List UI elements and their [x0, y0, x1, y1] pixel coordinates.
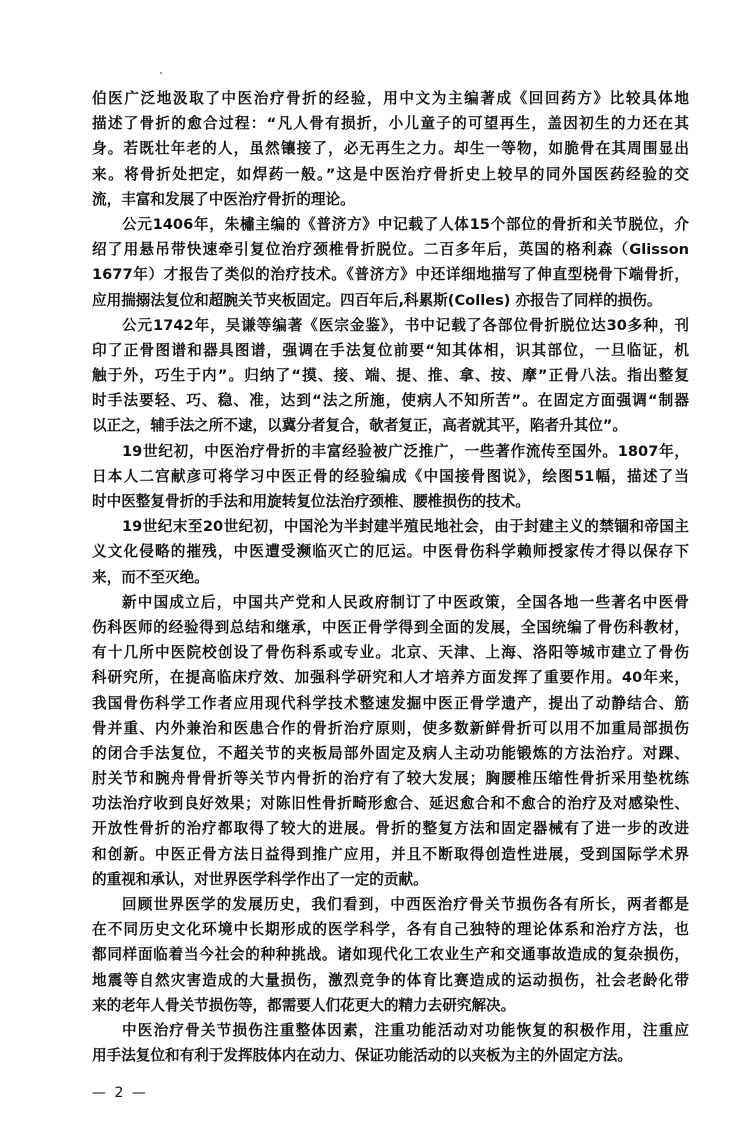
text-line: 科研究所，在提高临床疗效、加强科学研究和人才培养方面发挥了重要作用。40年来， [92, 669, 689, 687]
page-number: — 2 — [92, 1085, 148, 1101]
text-line: 公元1406年，朱橚主编的《普济方》中记载了人体15个部位的骨折和关节脱位，介 [122, 215, 689, 233]
text-line: 肘关节和腕舟骨骨折等关节内骨折的治疗有了较大发展；胸腰椎压缩性骨折采用垫枕练 [92, 770, 689, 788]
text-line: 19世纪初，中医治疗骨折的丰富经验被广泛推广，一些著作流传至国外。1807年， [122, 442, 689, 460]
text-line: 触于外，巧生于内”。归纳了“摸、接、端、提、推、拿、按、摩”正骨八法。指出整复 [92, 367, 689, 385]
paragraph [92, 892, 689, 1018]
paragraph [92, 439, 689, 515]
text-line: 中医治疗骨关节损伤注重整体因素，注重功能活动对功能恢复的积极作用，注重应 [122, 1021, 689, 1039]
text-line: 新中国成立后，中国共产党和人民政府制订了中医政策，全国各地一些著名中医骨 [122, 593, 689, 611]
text-line: 印了正骨图谱和器具图谱，强调在手法复位前要“知其体相，识其部位，一旦临证，机 [92, 341, 689, 359]
paragraph [92, 212, 689, 313]
text-line: 在不同历史文化环境中长期形成的医学科学，各有自己独特的理论体系和治疗方法，也 [92, 921, 689, 939]
text-line: 来，而不至灭绝。 [92, 568, 209, 586]
text-line: 有十几所中医院校创设了骨伤科系或专业。北京、天津、上海、洛阳等城市建立了骨伤 [92, 644, 689, 662]
text-line: 1677年）才报告了类似的治疗技术。《普济方》中还详细地描写了伸直型桡骨下端骨折， [92, 266, 689, 284]
text-line: 描述了骨折的愈合过程：“凡人骨有损折，小儿童子的可望再生，盖因初生的力还在其 [92, 115, 689, 133]
text-line: 功法治疗收到良好效果；对陈旧性骨折畸形愈合、延迟愈合和不愈合的治疗及对感染性、 [92, 795, 689, 813]
text-line: 伤科医师的经验得到总结和继承，中医正骨学得到全面的发展，全国统编了骨伤科教材， [92, 618, 689, 636]
text-line: 身。若既壮年老的人，虽然镶接了，必无再生之力。却生一等物，如脆骨在其周围显出 [92, 140, 689, 158]
text-line: 地震等自然灾害造成的大量损伤，激烈竞争的体育比赛造成的运动损伤，社会老龄化带 [92, 971, 689, 989]
text-line: 时中医整复骨折的手法和用旋转复位法治疗颈椎、腰椎损伤的技术。 [92, 493, 530, 510]
text-line: 以正之，辅手法之所不逮，以冀分者复合，欹者复正，高者就其平，陷者升其位”。 [92, 417, 627, 435]
text-line: 伯医广泛地汲取了中医治疗骨折的经验，用中文为主编著成《回回药方》比较具体地 [92, 90, 689, 107]
text-line: 19世纪末至20世纪初，中国沦为半封建半殖民地社会，由于封建主义的禁锢和帝国主 [122, 518, 689, 536]
text-line: 义文化侵略的摧残，中医遭受濒临灭亡的厄运。中医骨伤科学赖师授家传才得以保存下 [92, 543, 689, 561]
document-body [92, 86, 689, 1068]
paragraph [92, 1018, 689, 1068]
scan-speck [160, 72, 162, 74]
text-line: 骨并重、内外兼治和医患合作的骨折治疗原则，使多数新鲜骨折可以用不加重局部损伤 [92, 719, 689, 737]
text-line: 开放性骨折的治疗都取得了较大的进展。骨折的整复方法和固定器械有了进一步的改进 [92, 820, 689, 838]
text-line: 都同样面临着当今社会的种种挑战。诸如现代化工农业生产和交通事故造成的复杂损伤， [92, 946, 689, 964]
text-line: 日本人二宫献彦可将学习中医正骨的经验编成《中国接骨图说》，绘图51幅，描述了当 [92, 467, 689, 485]
text-line: 来的老年人骨关节损伤等，都需要人们花更大的精力去研究解决。 [92, 996, 516, 1014]
text-line: 回顾世界医学的发展历史，我们看到，中西医治疗骨关节损伤各有所长，两者都是 [122, 896, 689, 913]
text-line: 用手法复位和有利于发挥肢体内在动力、保证功能活动的以夹板为主的外固定方法。 [92, 1047, 632, 1065]
paragraph [92, 514, 689, 590]
text-line: 我国骨伤科学工作者应用现代科学技术整速发掘中医正骨学遗产，提出了动静结合、筋 [92, 694, 689, 712]
text-line: 时手法要轻、巧、稳、准，达到“法之所施，使病人不知所苦”。在固定方面强调“制器 [92, 392, 689, 410]
text-line: 来。将骨折处把定，如焊药一般。”这是中医治疗骨折史上较早的同外国医药经验的交 [92, 165, 689, 183]
text-line: 的重视和承认，对世界医学科学作出了一定的贡献。 [92, 870, 428, 888]
paragraph [92, 313, 689, 439]
paragraph [92, 590, 689, 892]
text-line: 流，丰富和发展了中医治疗骨折的理论。 [92, 190, 355, 208]
text-line: 和创新。中医正骨方法日益得到推广应用，并且不断取得创造性进展，受到国际学术界 [92, 845, 689, 863]
text-line: 绍了用悬吊带快速牵引复位治疗颈椎骨折脱位。二百多年后，英国的格利森（Glisson [92, 241, 689, 259]
text-line: 公元1742年，吴谦等编著《医宗金鉴》，书中记载了各部位骨折脱位达30多种，刊 [122, 316, 689, 334]
text-line: 应用揣搦法复位和超腕关节夹板固定。四百年后,科累斯(Colles) 亦报告了同样的损伤。 [92, 291, 662, 309]
text-line: 的闭合手法复位，不超关节的夹板局部外固定及病人主动功能锻炼的方法治疗。对踝、 [92, 744, 689, 762]
paragraph [92, 86, 689, 212]
